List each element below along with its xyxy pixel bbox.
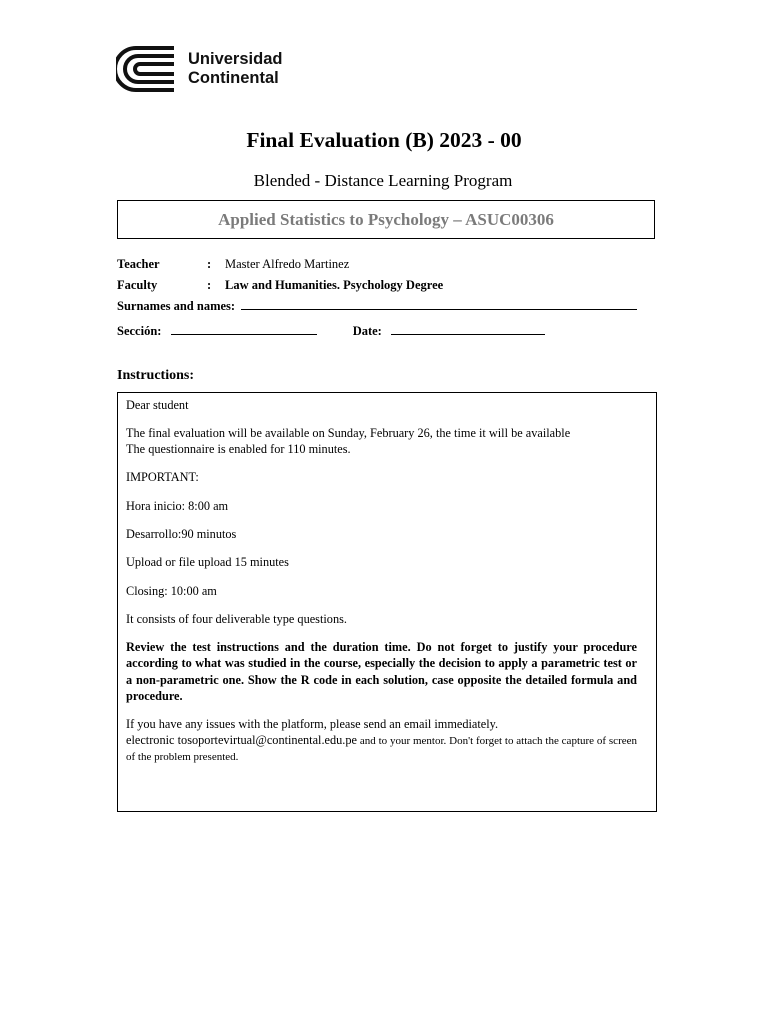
closing-time: Closing: 10:00 am [126, 584, 217, 598]
issues-paragraph [126, 732, 637, 766]
teacher-colon: : [207, 257, 212, 271]
page-subtitle: Blended - Distance Learning Program [253, 171, 513, 190]
section-blank-line[interactable] [171, 333, 317, 335]
upload-time: Upload or file upload 15 minutes [126, 555, 289, 569]
greeting: Dear student [126, 398, 189, 412]
faculty-value: Law and Humanities. Psychology Degree [225, 278, 444, 292]
course-title: Applied Statistics to Psychology – ASUC00306 [218, 209, 554, 229]
teacher-label: Teacher [117, 257, 160, 271]
consists-text: It consists of four deliverable type questions. [126, 612, 347, 626]
issues-line-1: If you have any issues with the platform, please send an email immediately. [126, 717, 499, 731]
important-label: IMPORTANT: [126, 470, 199, 484]
faculty-colon: : [207, 278, 212, 292]
date-blank-line[interactable] [391, 333, 545, 335]
date-label: Date: [352, 324, 382, 338]
instructions-label: Instructions: [117, 368, 195, 383]
course-title-box [117, 200, 655, 239]
section-date-row [117, 324, 545, 339]
development-time: Desarrollo:90 minutos [126, 527, 237, 541]
start-time: Hora inicio: 8:00 am [126, 499, 229, 513]
surnames-label: Surnames and names: [117, 299, 236, 313]
availability-line-2: The questionnaire is enabled for 110 minutes. [126, 442, 351, 456]
issues-start: electronic to [126, 733, 188, 747]
logo-text [188, 50, 282, 88]
teacher-value: Master Alfredo Martinez [225, 257, 350, 271]
university-logo [116, 46, 282, 92]
surnames-blank-line[interactable] [241, 308, 637, 310]
support-email-link[interactable]: soportevirtual@continental.edu.pe [187, 733, 357, 747]
issues-end: and to your mentor. Don't forget to attach the capture of screen of the problem presented. [126, 735, 637, 764]
university-logo-icon [116, 46, 178, 92]
logo-line-1: Universidad [188, 50, 283, 68]
surnames-row [117, 299, 637, 314]
section-label: Sección: [117, 324, 162, 338]
faculty-label: Faculty [117, 278, 158, 292]
logo-line-2: Continental [188, 69, 279, 87]
page-title: Final Evaluation (B) 2023 - 00 [246, 128, 522, 152]
review-paragraph: Review the test instructions and the duration time. Do not forget to justify your procedure according to what was studied in the course, especially the decision to apply a parametric test or a non-parametric one. Show the R code in each solution, case opposite the detailed formula and procedure. [126, 640, 637, 704]
availability-line-1: The final evaluation will be available on Sunday, February 26, the time it will be available [126, 426, 571, 440]
